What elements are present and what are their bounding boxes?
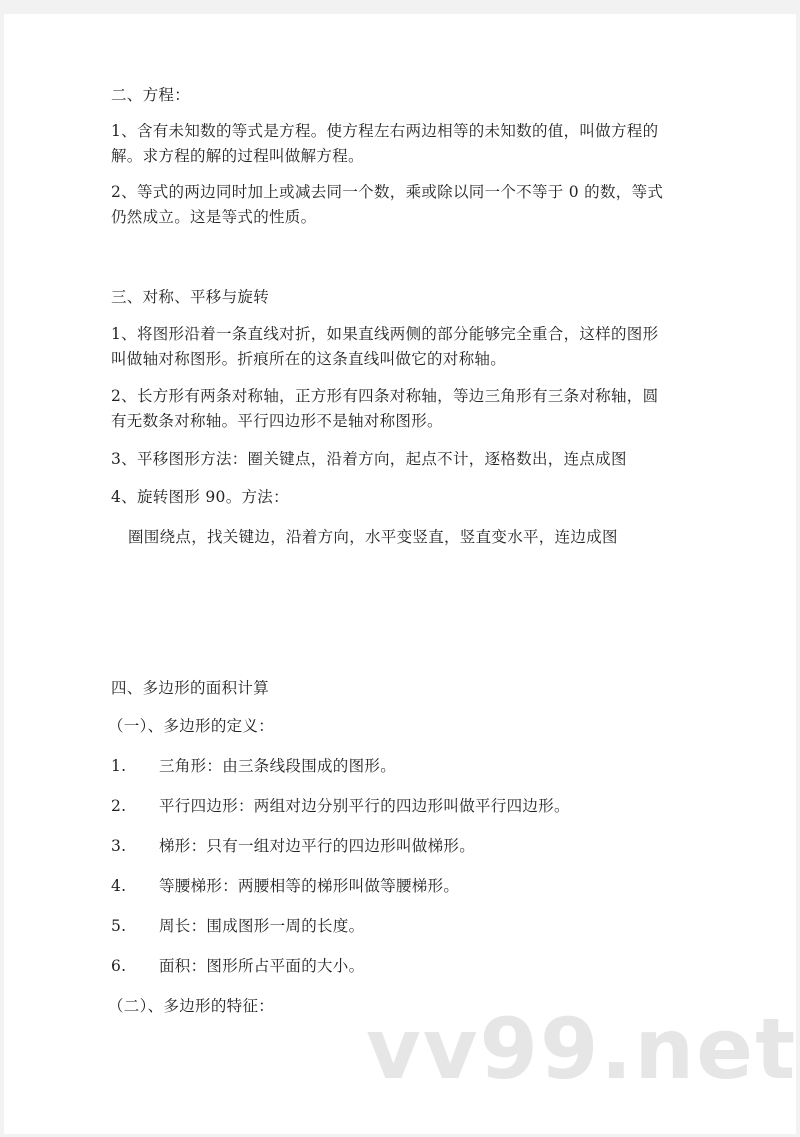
paragraph-line: 叫做轴对称图形。折痕所在的这条直线叫做它的对称轴。 xyxy=(111,350,507,368)
paragraph-line: 有无数条对称轴。平行四边形不是轴对称图形。 xyxy=(111,412,443,430)
section-heading-polygon-area: 四、多边形的面积计算 xyxy=(111,679,270,697)
watermark: vv99.net xyxy=(366,1000,798,1098)
section-heading-equation: 二、方程： xyxy=(111,86,191,104)
paragraph-line: 2、等式的两边同时加上或减去同一个数，乘或除以同一个不等于 0 的数，等式 xyxy=(111,183,664,201)
paragraph-line: 仍然成立。这是等式的性质。 xyxy=(111,208,317,226)
paragraph-line: 圈围绕点，找关键边，沿着方向，水平变竖直，竖直变水平，连边成图 xyxy=(128,528,618,546)
list-item-text: 面积：图形所占平面的大小。 xyxy=(159,957,365,975)
paragraph-line: 3、平移图形方法：圈关键点，沿着方向，起点不计，逐格数出，连点成图 xyxy=(111,450,627,468)
list-item-number: 2. xyxy=(111,797,127,815)
list-item-number: 5. xyxy=(111,917,127,935)
paragraph-line: 4、旋转图形 90。方法： xyxy=(111,488,289,506)
list-item-number: 6. xyxy=(111,957,127,975)
list-item-text: 平行四边形：两组对边分别平行的四边形叫做平行四边形。 xyxy=(159,797,570,815)
paragraph-line: 1、含有未知数的等式是方程。使方程左右两边相等的未知数的值，叫做方程的 xyxy=(111,122,659,140)
list-item-number: 3. xyxy=(111,837,127,855)
paragraph-line: 1、将图形沿着一条直线对折，如果直线两侧的部分能够完全重合，这样的图形 xyxy=(111,325,659,343)
list-item-text: 梯形：只有一组对边平行的四边形叫做梯形。 xyxy=(159,837,476,855)
list-item-number: 1. xyxy=(111,757,127,775)
list-item-number: 4. xyxy=(111,877,127,895)
list-item-text: 等腰梯形：两腰相等的梯形叫做等腰梯形。 xyxy=(159,877,460,895)
paragraph-line: 解。求方程的解的过程叫做解方程。 xyxy=(111,147,364,165)
list-item-text: 周长：围成图形一周的长度。 xyxy=(159,917,365,935)
section-heading-symmetry: 三、对称、平移与旋转 xyxy=(111,288,270,306)
list-item-text: 三角形：由三条线段围成的图形。 xyxy=(159,757,397,775)
paragraph-line: 2、长方形有两条对称轴，正方形有四条对称轴，等边三角形有三条对称轴，圆 xyxy=(111,387,659,405)
document-page xyxy=(4,14,796,1134)
subheading-features: （二）、多边形的特征： xyxy=(108,997,275,1015)
subheading-definitions: （一）、多边形的定义： xyxy=(108,717,275,735)
